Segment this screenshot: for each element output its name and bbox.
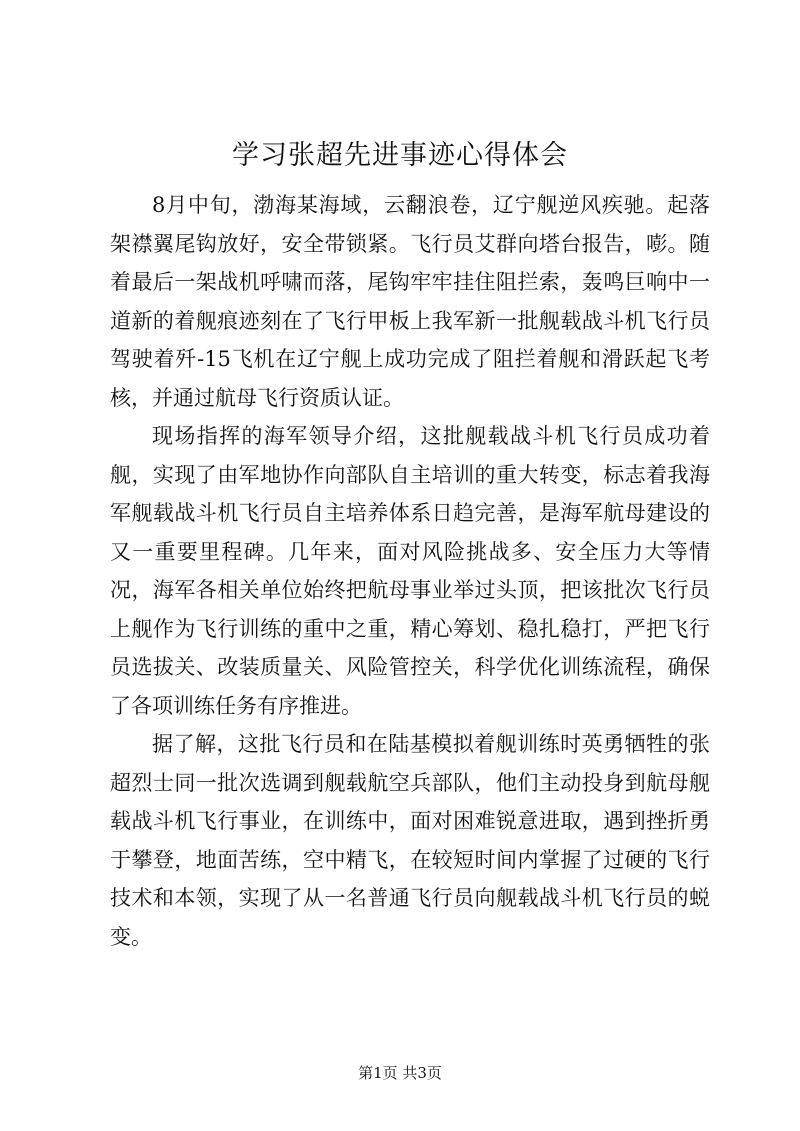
paragraph-3: 据了解，这批飞行员和在陆基模拟着舰训练时英勇牺牲的张超烈士同一批次选调到舰载航空兵部队，他们主动投身到航母舰载战斗机飞行事业，在训练中，面对困难锐意进取，遇到挫折勇于攀登，地面苦练，空中精飞，在较短时间内掌握了过硬的飞行技术和本领，实现了从一名普通飞行员向舰载战斗机飞行员的蜕变。 — [110, 732, 710, 949]
paragraph-2: 现场指挥的海军领导介绍，这批舰载战斗机飞行员成功着舰，实现了由军地协作向部队自主培训的重大转变，标志着我海军舰载战斗机飞行员自主培养体系日趋完善，是海军航母建设的又一重要里程碑。几年来，面对风险挑战多、安全压力大等情况，海军各相关单位始终把航母事业举过头顶，把该批次飞行员上舰作为飞行训练的重中之重，精心筹划、稳扎稳打，严把飞行员选拔关、改装质量关、风险管控关，科学优化训练流程，确保了各项训练任务有序推进。 — [110, 424, 710, 718]
document-body — [110, 186, 710, 956]
document-title: 学习张超先进事迹心得体会 — [232, 140, 568, 171]
paragraph-1: 8月中旬，渤海某海域，云翻浪卷，辽宁舰逆风疾驰。起落架襟翼尾钩放好，安全带锁紧。飞行员艾群向塔台报告，嘭。随着最后一架战机呼啸而落，尾钩牢牢挂住阻拦索，轰鸣巨响中一道新的着舰痕迹刻在了飞行甲板上我军新一批舰载战斗机飞行员驾驶着歼-15飞机在辽宁舰上成功完成了阻拦着舰和滑跃起飞考核，并通过航母飞行资质认证。 — [110, 193, 710, 410]
page-number-footer: 第1页 共3页 — [358, 1064, 442, 1082]
